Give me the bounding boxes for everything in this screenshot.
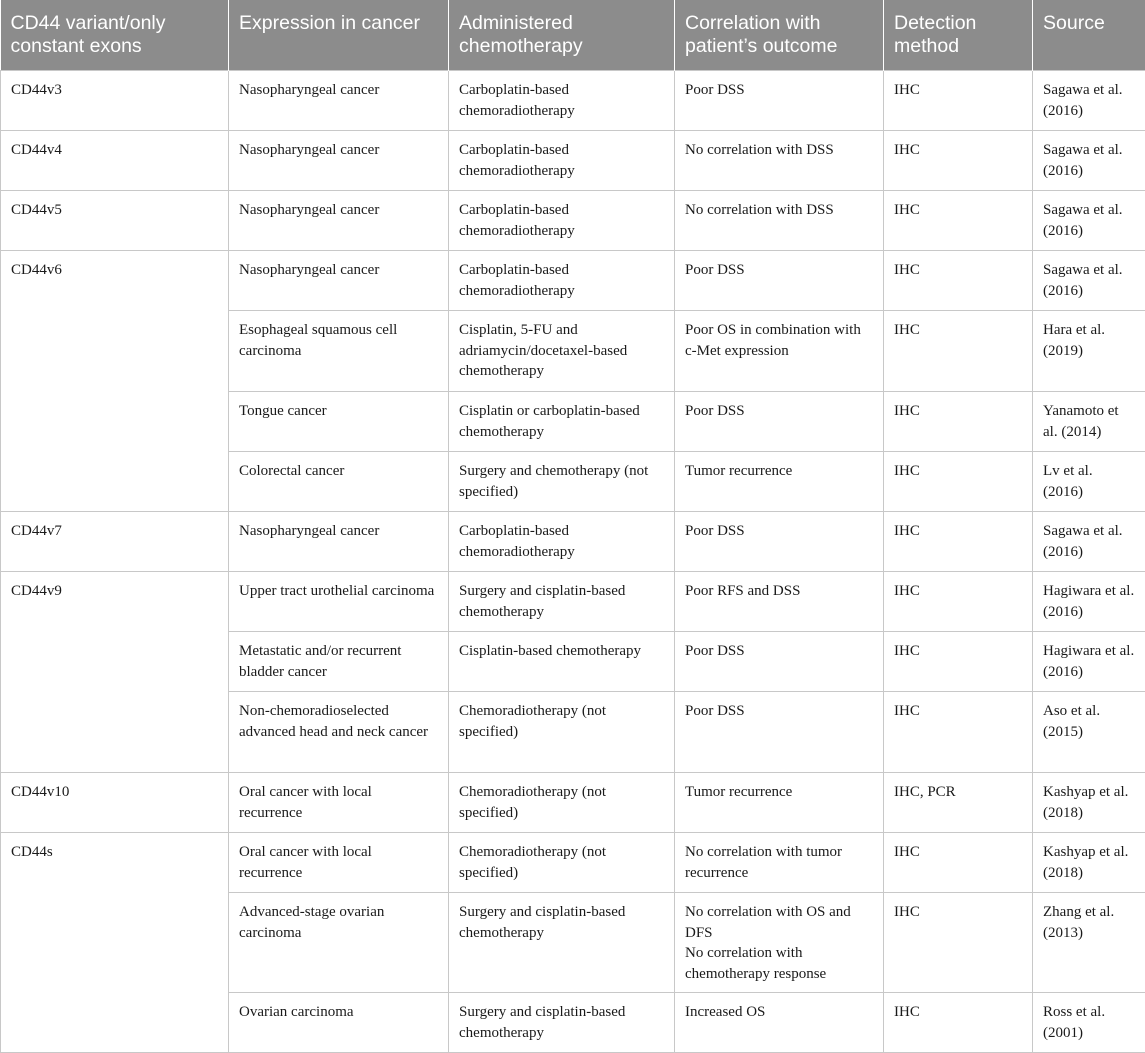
- cancer-cell: Upper tract urothelial carcinoma: [229, 572, 449, 632]
- cancer-cell: Esophageal squamous cell carcinoma: [229, 311, 449, 392]
- variant-cell: CD44v9: [1, 572, 229, 773]
- method-cell: IHC: [884, 251, 1033, 311]
- variant-cell: CD44v7: [1, 512, 229, 572]
- chemotherapy-cell: Surgery and cisplatin-based chemotherapy: [449, 993, 675, 1053]
- cancer-cell: Colorectal cancer: [229, 452, 449, 512]
- method-cell: IHC: [884, 392, 1033, 452]
- outcome-cell: Poor DSS: [675, 71, 884, 131]
- table-row: [1, 512, 1145, 572]
- table-body: [1, 71, 1145, 1053]
- cancer-cell: Tongue cancer: [229, 392, 449, 452]
- table-row: [1, 131, 1145, 191]
- cancer-cell: Nasopharyngeal cancer: [229, 131, 449, 191]
- table-row: [1, 773, 1145, 833]
- source-cell: Ross et al. (2001): [1033, 993, 1145, 1053]
- chemotherapy-cell: Cisplatin or carboplatin-based chemotherapy: [449, 392, 675, 452]
- chemotherapy-cell: Carboplatin-based chemoradiotherapy: [449, 191, 675, 251]
- chemotherapy-cell: Chemoradiotherapy (not specified): [449, 833, 675, 893]
- method-cell: IHC: [884, 993, 1033, 1053]
- outcome-cell: Tumor recurrence: [675, 452, 884, 512]
- cancer-cell: Non-chemoradioselected advanced head and neck cancer: [229, 692, 449, 773]
- method-cell: IHC: [884, 191, 1033, 251]
- source-cell: Hara et al. (2019): [1033, 311, 1145, 392]
- method-cell: IHC: [884, 71, 1033, 131]
- method-cell: IHC: [884, 452, 1033, 512]
- source-cell: Hagiwara et al. (2016): [1033, 572, 1145, 632]
- outcome-cell: Poor OS in combination with c-Met expression: [675, 311, 884, 392]
- table-row: [1, 572, 1145, 632]
- chemotherapy-cell: Carboplatin-based chemoradiotherapy: [449, 512, 675, 572]
- outcome-cell: Poor DSS: [675, 512, 884, 572]
- outcome-cell: Poor DSS: [675, 392, 884, 452]
- header-correlation: Correlation with patient’s outcome: [675, 0, 884, 71]
- method-cell: IHC: [884, 512, 1033, 572]
- source-cell: Sagawa et al. (2016): [1033, 71, 1145, 131]
- outcome-cell: Poor DSS: [675, 632, 884, 692]
- source-cell: Sagawa et al. (2016): [1033, 131, 1145, 191]
- chemotherapy-cell: Surgery and chemotherapy (not specified): [449, 452, 675, 512]
- header-variant: CD44 variant/only constant exons: [1, 0, 229, 71]
- cancer-cell: Nasopharyngeal cancer: [229, 191, 449, 251]
- chemotherapy-cell: Chemoradiotherapy (not specified): [449, 692, 675, 773]
- outcome-cell: Tumor recurrence: [675, 773, 884, 833]
- cancer-cell: Nasopharyngeal cancer: [229, 512, 449, 572]
- cancer-cell: Metastatic and/or recurrent bladder cancer: [229, 632, 449, 692]
- source-cell: Hagiwara et al. (2016): [1033, 632, 1145, 692]
- table-row: [1, 191, 1145, 251]
- outcome-cell: No correlation with DSS: [675, 191, 884, 251]
- table-row: [1, 251, 1145, 311]
- variant-cell: CD44v3: [1, 71, 229, 131]
- header-source: Source: [1033, 0, 1145, 71]
- source-cell: Aso et al. (2015): [1033, 692, 1145, 773]
- source-cell: Lv et al. (2016): [1033, 452, 1145, 512]
- outcome-cell-line: No correlation with chemotherapy response: [685, 943, 873, 984]
- outcome-cell: No correlation with DSS: [675, 131, 884, 191]
- source-cell: Kashyap et al. (2018): [1033, 833, 1145, 893]
- cancer-cell: Nasopharyngeal cancer: [229, 251, 449, 311]
- chemotherapy-cell: Surgery and cisplatin-based chemotherapy: [449, 572, 675, 632]
- header-expression: Expression in cancer: [229, 0, 449, 71]
- method-cell: IHC: [884, 632, 1033, 692]
- chemotherapy-cell: Carboplatin-based chemoradiotherapy: [449, 131, 675, 191]
- source-cell: Sagawa et al. (2016): [1033, 191, 1145, 251]
- variant-cell: CD44v4: [1, 131, 229, 191]
- method-cell: IHC: [884, 311, 1033, 392]
- header-row: [1, 0, 1145, 71]
- table-row: [1, 833, 1145, 893]
- header-detection-method: Detection method: [884, 0, 1033, 71]
- chemotherapy-cell: Carboplatin-based chemoradiotherapy: [449, 71, 675, 131]
- outcome-cell: No correlation with tumor recurrence: [675, 833, 884, 893]
- method-cell: IHC: [884, 131, 1033, 191]
- outcome-cell: [675, 893, 884, 993]
- chemotherapy-cell: Surgery and cisplatin-based chemotherapy: [449, 893, 675, 993]
- method-cell: IHC, PCR: [884, 773, 1033, 833]
- cancer-cell: Oral cancer with local recurrence: [229, 773, 449, 833]
- table-row: [1, 71, 1145, 131]
- cancer-cell: Ovarian carcinoma: [229, 993, 449, 1053]
- chemotherapy-cell: Cisplatin-based chemotherapy: [449, 632, 675, 692]
- outcome-cell: Poor RFS and DSS: [675, 572, 884, 632]
- variant-cell: CD44s: [1, 833, 229, 1053]
- method-cell: IHC: [884, 833, 1033, 893]
- outcome-cell-line: No correlation with OS and DFS: [685, 902, 873, 943]
- cancer-cell: Nasopharyngeal cancer: [229, 71, 449, 131]
- chemotherapy-cell: Carboplatin-based chemoradiotherapy: [449, 251, 675, 311]
- source-cell: Sagawa et al. (2016): [1033, 251, 1145, 311]
- variant-cell: CD44v5: [1, 191, 229, 251]
- source-cell: Zhang et al. (2013): [1033, 893, 1145, 993]
- source-cell: Kashyap et al. (2018): [1033, 773, 1145, 833]
- method-cell: IHC: [884, 692, 1033, 773]
- outcome-cell: Poor DSS: [675, 251, 884, 311]
- cancer-cell: Oral cancer with local recurrence: [229, 833, 449, 893]
- variant-cell: CD44v10: [1, 773, 229, 833]
- outcome-cell: Poor DSS: [675, 692, 884, 773]
- header-chemotherapy: Administered chemotherapy: [449, 0, 675, 71]
- variant-cell: CD44v6: [1, 251, 229, 512]
- chemotherapy-cell: Chemoradiotherapy (not specified): [449, 773, 675, 833]
- method-cell: IHC: [884, 572, 1033, 632]
- source-cell: Yanamoto et al. (2014): [1033, 392, 1145, 452]
- outcome-cell: Increased OS: [675, 993, 884, 1053]
- chemotherapy-cell: Cisplatin, 5-FU and adriamycin/docetaxel-based chemotherapy: [449, 311, 675, 392]
- source-cell: Sagawa et al. (2016): [1033, 512, 1145, 572]
- method-cell: IHC: [884, 893, 1033, 993]
- cancer-cell: Advanced-stage ovarian carcinoma: [229, 893, 449, 993]
